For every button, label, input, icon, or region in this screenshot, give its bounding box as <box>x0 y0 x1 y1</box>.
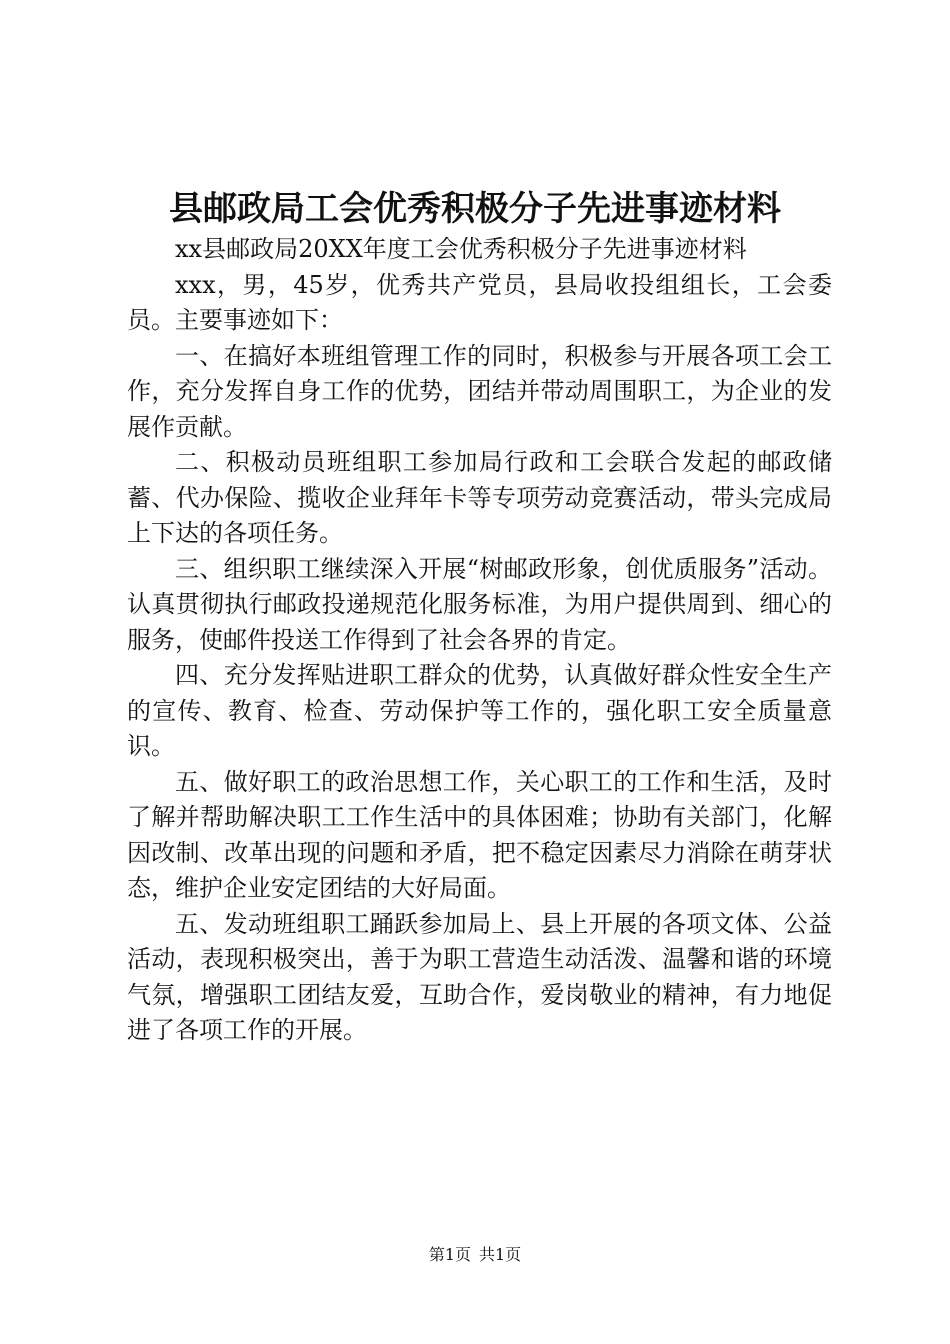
paragraph-item-1: 一、在搞好本班组管理工作的同时，积极参与开展各项工会工作，充分发挥自身工作的优势，团结并带动周围职工，为企业的发展作贡献。 <box>127 341 832 441</box>
page-total: 共1页 <box>479 1245 522 1264</box>
document-body <box>127 232 832 1049</box>
paragraph-intro: xxx，男，45岁，优秀共产党员，县局收投组组长，工会委员。主要事迹如下： <box>127 270 832 334</box>
paragraph-item-4: 四、充分发挥贴进职工群众的优势，认真做好群众性安全生产的宣传、教育、检查、劳动保护等工作的，强化职工安全质量意识。 <box>127 661 832 760</box>
paragraph-item-6: 五、发动班组职工踊跃参加局上、县上开展的各项文体、公益活动，表现积极突出，善于为职工营造生动活泼、温馨和谐的环境气氛，增强职工团结友爱，互助合作，爱岗敬业的精神，有力地促进了各项工作的开展。 <box>127 909 832 1044</box>
page-number: 第1页 <box>428 1245 471 1264</box>
paragraph-item-3: 三、组织职工继续深入开展“树邮政形象，创优质服务”活动。认真贯彻执行邮政投递规范化服务标准，为用户提供周到、细心的服务，使邮件投送工作得到了社会各界的肯定。 <box>127 554 832 654</box>
paragraph-subtitle: xx县邮政局20XX年度工会优秀积极分子先进事迹材料 <box>175 235 747 263</box>
paragraph-item-5: 五、做好职工的政治思想工作，关心职工的工作和生活，及时了解并帮助解决职工工作生活中的具体困难；协助有关部门，化解因改制、改革出现的问题和矛盾，把不稳定因素尽力消除在萌芽状态，维护企业安定团结的大好局面。 <box>127 767 832 902</box>
paragraph-item-2: 二、积极动员班组职工参加局行政和工会联合发起的邮政储蓄、代办保险、揽收企业拜年卡等专项劳动竞赛活动，带头完成局上下达的各项任务。 <box>127 448 832 547</box>
document-title: 县邮政局工会优秀积极分子先进事迹材料 <box>169 189 781 229</box>
page-footer <box>0 1244 950 1266</box>
